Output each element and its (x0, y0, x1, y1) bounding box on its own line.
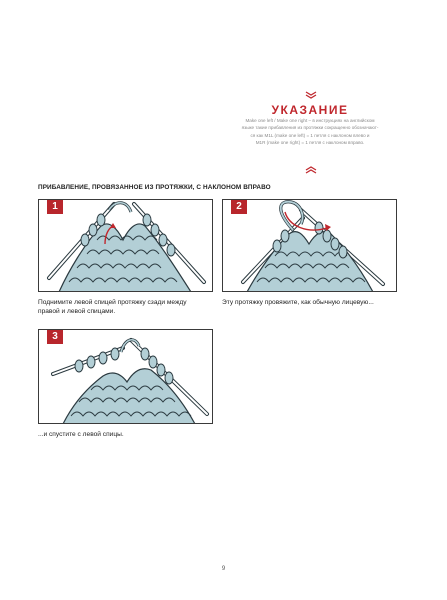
knitting-illustration-2 (223, 200, 397, 292)
caption-line: Эту протяжку провяжите, как обычную лицевую... (222, 299, 374, 306)
chevron-down-icon (305, 91, 317, 99)
caption-line: ...и спустите с левой спицы. (38, 431, 124, 438)
step-number-badge: 3 (47, 330, 63, 344)
step-number-badge: 2 (231, 200, 247, 214)
note-title: УКАЗАНИЕ (271, 103, 349, 117)
caption-line: правой и левой спицами. (38, 308, 116, 315)
note-body (222, 117, 398, 147)
step-caption-3 (38, 430, 218, 439)
note-line: ся как M1L (make one left) = 1 петля с наклоном влево и (250, 132, 370, 138)
step-caption-1 (38, 298, 218, 316)
section-title: ПРИБАВЛЕНИЕ, ПРОВЯЗАННОЕ ИЗ ПРОТЯЖКИ, С НАКЛОНОМ ВПРАВО (38, 184, 271, 191)
step-number-badge: 1 (47, 200, 63, 214)
knitting-illustration-1 (39, 200, 213, 292)
caption-line: Поднимите левой спицей протяжку сзади между (38, 299, 187, 306)
note-line: M1R (make one right) = 1 петля с наклоном вправо. (255, 140, 365, 146)
step-illustration-1 (38, 199, 213, 292)
step-caption-2 (222, 298, 402, 307)
step-illustration-2 (222, 199, 397, 292)
note-line: языке такие прибавления из протяжки сокращенно обозначают- (241, 125, 379, 131)
step-illustration-3 (38, 329, 213, 424)
page-number: 9 (221, 566, 226, 572)
knitting-illustration-3 (39, 330, 213, 424)
note-line: Make one left / Make one right – в инструкциях на английском (245, 118, 375, 123)
chevron-up-icon (305, 166, 317, 174)
